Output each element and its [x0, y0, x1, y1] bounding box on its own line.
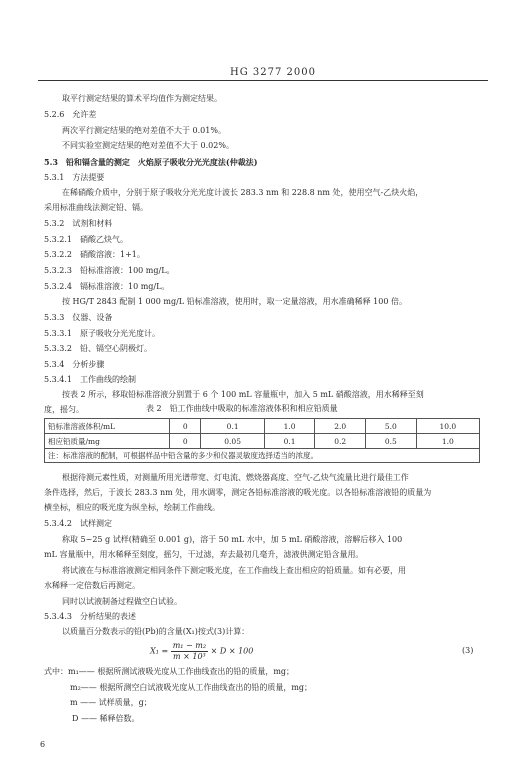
text-line: 度，摇匀。 [44, 405, 84, 414]
table-cell: 0 [170, 419, 201, 434]
section-heading: 5.3.2 试剂和材料 [44, 219, 113, 228]
table-row-label: 铅标准溶液体积/mL [45, 419, 170, 434]
table-row [45, 434, 480, 449]
formula-rhs: × D × 100 [210, 646, 254, 656]
table-cell: 0 [170, 434, 201, 449]
table-row-label: 相应铅质量/mg [45, 434, 170, 449]
table-cell: 0.2 [315, 434, 366, 449]
text-line: 以质量百分数表示的铅(Pb)的含量(X₁)按式(3)计算： [62, 627, 250, 636]
text-line: 不同实验室测定结果的绝对差值不大于 0.02%。 [62, 141, 234, 150]
text-line: 取平行测定结果的算术平均值作为测定结果。 [62, 94, 222, 103]
table-cell: 5.0 [365, 419, 416, 434]
section-heading: 5.3 铅和镉含量的测定 火焰原子吸收分光光度法(仲裁法) [44, 157, 258, 167]
text-line: 将试液在与标准溶液测定相同条件下测定吸光度，在工作曲线上查出相应的铅质量。如有必要，用 [62, 566, 406, 575]
text-line: mL 容量瓶中，用水稀释至刻度，摇匀，干过滤，弃去最初几毫升，滤液供测定铅含量用。 [44, 550, 364, 559]
section-heading: 5.3.2.1 硝酸乙炔气。 [44, 235, 128, 244]
data-table [44, 418, 480, 463]
table-cell: 1.0 [416, 434, 479, 449]
table-row [45, 449, 480, 463]
formula-denominator: m × 10³ [173, 652, 206, 661]
table-cell: 0.5 [365, 434, 416, 449]
section-heading: 5.3.1 方法提要 [44, 173, 105, 182]
formula-lhs: X₁ = [150, 646, 169, 656]
table-cell: 2.0 [315, 419, 366, 434]
formula-fraction [171, 641, 208, 662]
section-heading: 5.3.2.3 铅标准溶液：100 mg/L。 [44, 266, 175, 275]
text-line: 根据待测元素性质，对测量所用光谱带宽、灯电流、燃烧器高度、空气-乙炔气流量比进行最佳工作 [62, 473, 409, 482]
text-line: 水稀释一定倍数后再测定。 [44, 581, 140, 590]
formula [150, 641, 253, 662]
definition-line: m₂—— 根据所测空白试液吸光度从工作曲线查出的铅的质量，mg； [70, 683, 313, 692]
text-line: 两次平行测定结果的绝对差值不大于 0.01%。 [62, 126, 226, 135]
text-line: 同时以试液制备过程做空白试验。 [62, 597, 182, 606]
text-line: 按 HG/T 2843 配制 1 000 mg/L 铅标准溶液，使用时，取一定量溶液，用水准确稀释 100 倍。 [62, 297, 407, 306]
section-heading: 5.3.3 仪器、设备 [44, 313, 113, 322]
section-heading: 5.3.4 分析步骤 [44, 360, 105, 369]
section-heading: 5.3.4.1 工作曲线的绘制 [44, 375, 136, 384]
section-heading: 5.2.6 允许差 [44, 110, 97, 119]
section-heading: 5.3.3.2 铅、镉空心阴极灯。 [44, 344, 152, 353]
section-heading: 5.3.4.2 试样测定 [44, 519, 112, 528]
section-heading: 5.3.4.3 分析结果的表述 [44, 612, 136, 621]
table-cell: 0.1 [264, 434, 315, 449]
text-line: 在稀硝酸介质中，分别于原子吸收分光光度计波长 283.3 nm 和 228.8 nm 处，使用空气-乙炔火焰， [62, 188, 424, 197]
table-cell: 0.1 [201, 419, 264, 434]
table-caption: 表 2 铅工作曲线中吸取的标准溶液体积和相应铅质量 [146, 404, 338, 413]
text-line: 条件选择，然后，于波长 283.3 nm 处，用水调零，测定各铅标准溶液的吸光度。以各铅标准溶液铅的质量为 [44, 488, 432, 497]
section-heading: 5.3.2.2 硝酸溶液：1+1。 [44, 250, 145, 259]
header-rule [38, 80, 488, 81]
table-cell: 1.0 [264, 419, 315, 434]
page-number: 6 [40, 740, 46, 749]
definition-line: m —— 试样质量，g； [70, 698, 152, 707]
definition-line: D —— 稀释倍数。 [72, 714, 140, 723]
table-note: 注：标准溶液的配制，可根据样品中铅含量的多少和仪器灵敏度选择适当的浓度。 [45, 449, 480, 463]
formula-numerator: m₁ − m₂ [172, 641, 207, 650]
text-line: 采用标准曲线法测定铅、镉。 [44, 203, 148, 212]
text-line: 横坐标，相应的吸光度为纵坐标，绘制工作曲线。 [44, 503, 220, 512]
table-cell: 0.05 [201, 434, 264, 449]
table-cell: 10.0 [416, 419, 479, 434]
section-heading: 5.3.3.1 原子吸收分光光度计。 [44, 329, 160, 338]
definition-line: 式中：m₁—— 根据所测试液吸光度从工作曲线查出的铅的质量，mg； [44, 667, 295, 676]
table-row [45, 419, 480, 434]
section-heading: 5.3.2.4 镉标准溶液：10 mg/L。 [44, 282, 170, 291]
equation-number: (3) [462, 646, 474, 655]
standard-header: HG 3277 2000 [230, 67, 316, 78]
text-line: 按表 2 所示，移取铅标准溶液分别置于 6 个 100 mL 容量瓶中，加入 5 mL 硝酸溶液，用水稀释至刻 [62, 390, 424, 399]
text-line: 称取 5~25 g 试样(精确至 0.001 g)，溶于 50 mL 水中，加 5 mL 硝酸溶液，溶解后移入 100 [62, 535, 403, 544]
